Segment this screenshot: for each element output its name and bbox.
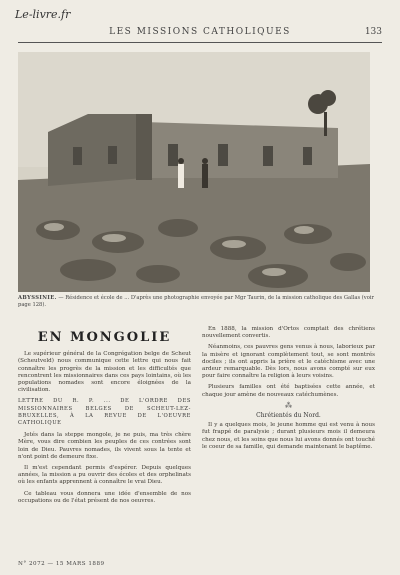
caption-text: — Résidence et école de ... D'après une photographie envoyée par Mgr Taurin, de la mission catholique des Gallas (voir page 128). [18,295,375,308]
right-paragraph: Néanmoins, ces pauvres gens venus à nous, laborieux par la misère et ignorant complètement tout, se sont montrés dociles ; ils ont appris la prière et le catéchisme avec une ardeur remarquable. Dès lors, nous avons compté sur eux pour faire connaître la religion à leurs voisins. [202,344,375,380]
right-paragraph: Plusieurs familles ont été baptisées cette année, et chaque jour amène de nouveaux catéchumènes. [202,384,375,398]
left-column [18,326,191,509]
photo-illustration [18,52,370,292]
brand-watermark: Le-livre.fr [15,8,71,21]
right-paragraph: En 1888, la mission d'Ortos comptait des chrétiens nouvellement convertis. [202,326,375,340]
left-paragraph: Il m'est cependant permis d'espérer. Depuis quelques années, la mission a pu ouvrir des écoles et des orphelinats où les enfants apprennent à connaître le vrai Dieu. [18,465,191,486]
article-intro: Le supérieur général de la Congrégation belge de Scheut (Scheutveld) nous communique cette lettre qui nous fait connaître les progrès de la mission et les difficultés que rencontrent les missionnaires dans ces pays lointains, où les populations nomades sont encore éloignées de la civilisation. [18,351,191,394]
photo-caption [18,295,374,308]
mission-photograph [18,52,370,292]
article-title: EN MONGOLIE [37,330,172,345]
page-number: 133 [364,27,382,37]
subsection-title: Chrétientés du Nord. [256,412,321,420]
left-paragraph: Jetés dans la steppe mongole, je ne puis, ma très chère Mère, vous dire combien les peuples de ces contrées sont loin de Dieu. Pauvres nomades, ils vivent sous la tente et n'ont point de demeure fixe. [18,432,191,460]
right-closing-paragraph: Il y a quelques mois, le jeune homme qui est venu à nous fut frappé de paralysie ; durant plusieurs mois il demeura chez nous, et les soins que nous lui avons donnés ont touché le coeur de sa famille, qui demande maintenant le baptême. [202,422,375,450]
letter-subhead: LETTRE DU R. P. ... DE L'ORDRE DES MISSIONNAIRES BELGES DE SCHEUT-LEZ-BRUXELLES, À LA REVUE DE L'OEUVRE CATHOLIQUE [18,398,191,427]
section-ornament: ⁂ [285,401,292,410]
caption-lead: ABYSSINIE. [18,295,57,301]
running-title: LES MISSIONS CATHOLIQUES [109,27,291,37]
left-paragraph: Ce tableau vous donnera une idée d'ensemble de nos occupations ou de l'état présent de nos oeuvres. [18,490,191,504]
right-column [202,326,375,455]
issue-footer: N° 2072 — 15 MARS 1889 [18,561,105,567]
page-header [15,8,382,43]
